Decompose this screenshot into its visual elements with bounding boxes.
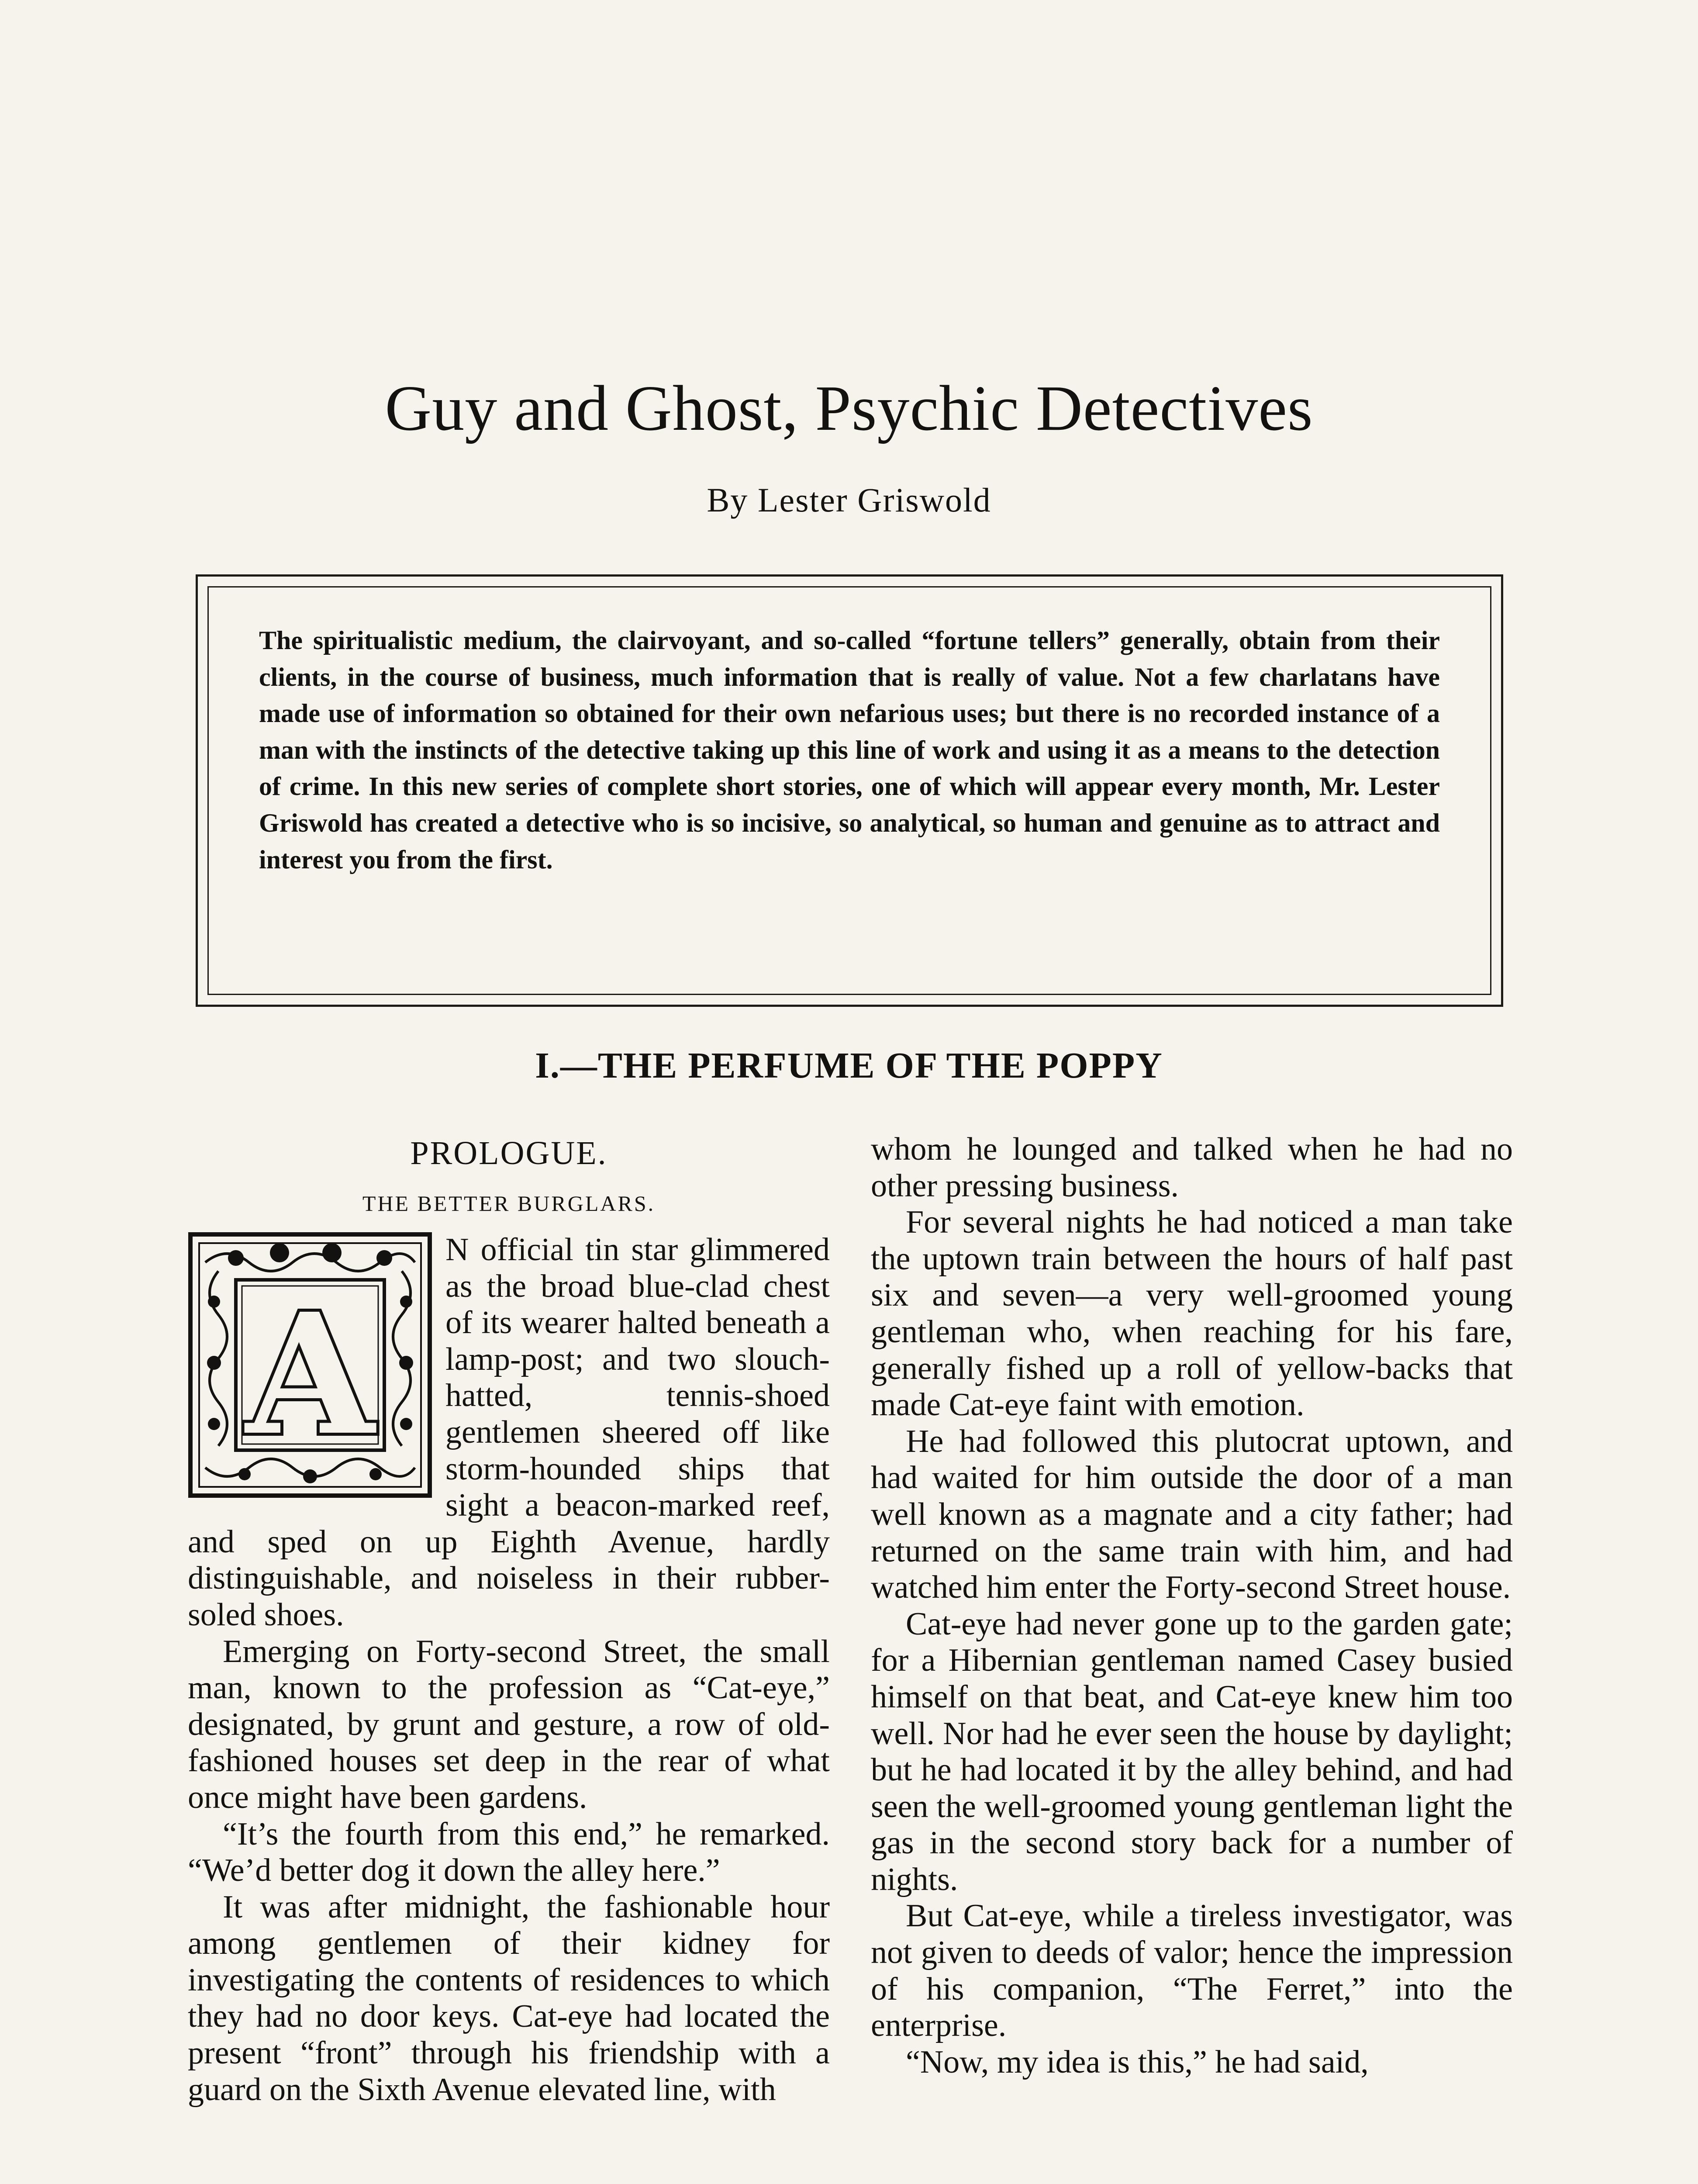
intro-box (196, 574, 1503, 1007)
prologue-heading: PROLOGUE. (410, 1135, 607, 1171)
story-title: I.—THE PERFUME OF THE POPPY (535, 1045, 1163, 1086)
paragraph-2: Emerging on Forty-second Street, the small man, known to the profession as “Cat-eye,” designated, by grunt and gesture, a row of old-fashioned houses set deep in the rear of what once might have been gardens. (188, 1633, 830, 1815)
article-title: Guy and Ghost, Psychic Detectives (385, 373, 1313, 444)
section-subheading: THE BETTER BURGLARS. (362, 1191, 656, 1216)
byline: By Lester Griswold (707, 481, 991, 519)
paragraph-1: N official tin star glimmered as the broad blue-clad chest of its wearer halted beneath a lamp-post; and two slouch-hatted, tennis-shoed gentlemen sheered off like storm-hounded ships that sight a beacon-marked reef, and sped on up Eighth Avenue, hardly distinguishable, and noiseless in their rubber-soled shoes. (188, 1232, 830, 1633)
drop-cap-letter: A (245, 1277, 375, 1472)
left-column (188, 1131, 830, 2108)
paragraph-8: Cat-eye had never gone up to the garden gate; for a Hibernian gentleman named Casey busied himself on that beat, and Cat-eye knew him too well. Nor had he ever seen the house by daylight; but he had located it by the alley behind, and had seen the well-groomed young gentleman light the gas in the second story back for a number of nights. (871, 1606, 1513, 1897)
floral-border-icon (188, 1232, 432, 1498)
paragraph-10: “Now, my idea is this,” he had said, (906, 2044, 1369, 2080)
drop-cap-ornament (188, 1232, 432, 1498)
paragraph-9: But Cat-eye, while a tireless investigator, was not given to deeds of valor; hence the impression of his companion, “The Ferret,” into the enterprise. (871, 1898, 1513, 2044)
right-column (871, 1131, 1513, 2080)
paragraph-6: For several nights he had noticed a man take the uptown train between the hours of half past six and seven—a very well-groomed young gentleman who, when reaching for his fare, generally fished up a roll of yellow-backs that made Cat-eye faint with emotion. (871, 1204, 1513, 1423)
paragraph-5: whom he lounged and talked when he had no other pressing business. (871, 1131, 1513, 1204)
paragraph-7: He had followed this plutocrat uptown, and had waited for him outside the door of a man well known as a magnate and a city father; had returned on the same train with him, and had watched him enter the Forty-second Street house. (871, 1423, 1513, 1606)
paragraph-3: “It’s the fourth from this end,” he remarked. “We’d better dog it down the alley here.” (188, 1816, 830, 1889)
paragraph-4: It was after midnight, the fashionable hour among gentlemen of their kidney for investigating the contents of residences to which they had no door keys. Cat-eye had located the present “front” through his friendship with a guard on the Sixth Avenue elevated line, with (188, 1889, 830, 2108)
intro-text: The spiritualistic medium, the clairvoyant, and so-called “fortune tellers” generally, obtain from their clients, in the course of business, much information that is really of value. Not a few charlatans have made use of information so obtained for their own nefarious uses; but there is no recorded instance of a man with the instincts of the detective taking up this line of work and using it as a means to the detection of crime. In this new series of complete short stories, one of which will appear every month, Mr. Lester Griswold has created a detective who is so incisive, so analytical, so human and genuine as to attract and interest you from the first. (259, 626, 1440, 874)
